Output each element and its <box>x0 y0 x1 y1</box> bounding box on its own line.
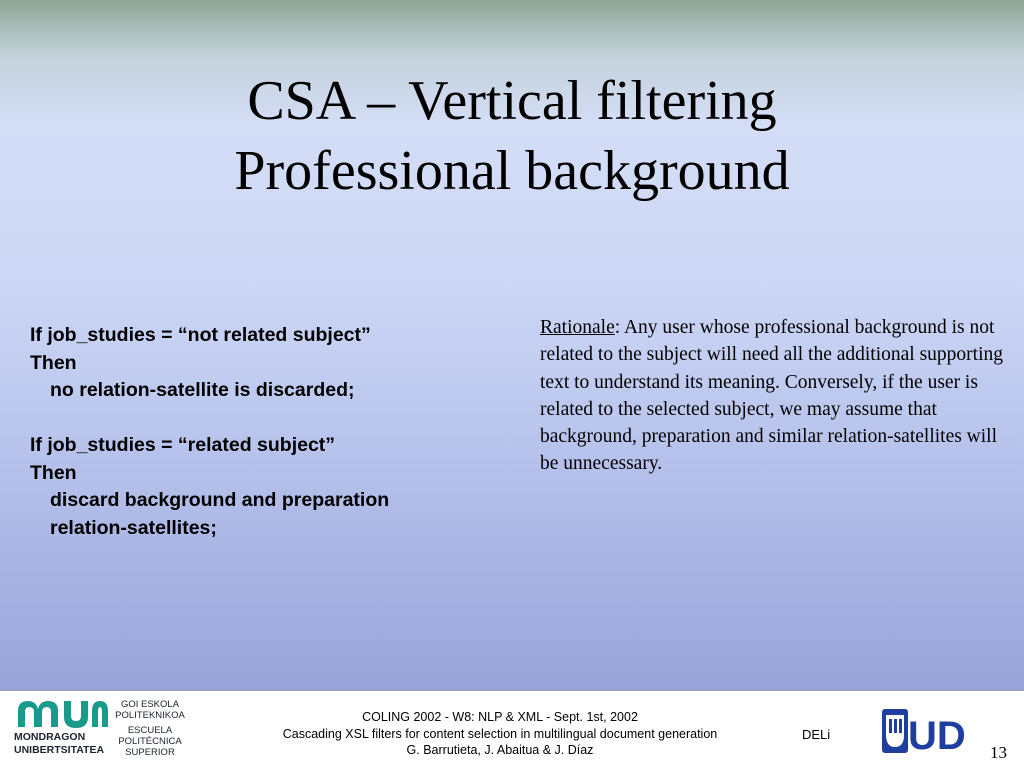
rule-spacer <box>30 405 500 433</box>
rationale-text: : Any user whose professional background is not related to the subject will need all the additional supporting text to understand its meaning. Conversely, if the user is related to the selected subject, we may assume that background, preparation and similar relation-satellites will be unnecessary. <box>540 317 1004 475</box>
eskola-line-1: GOI ESKOLA <box>120 699 180 710</box>
filter-rule-block <box>30 322 500 542</box>
page-number: 13 <box>990 743 1007 762</box>
conference-line-1: COLING 2002 - W8: NLP & XML - Sept. 1st, 2002 <box>362 710 638 724</box>
rule-then-2: Then <box>30 461 77 484</box>
deusto-logo-icon <box>880 705 966 758</box>
rationale-paragraph <box>540 314 1010 478</box>
conference-info <box>220 709 780 759</box>
conference-line-3: G. Barrutieta, J. Abaitua & J. Díaz <box>406 743 594 757</box>
eskola-line-5: SUPERIOR <box>125 747 175 758</box>
rationale-label: Rationale <box>540 317 615 338</box>
deli-label: DELi <box>802 727 831 742</box>
eskola-line-4: POLITÉCNICA <box>118 736 182 747</box>
eskola-line-2: POLITEKNIKOA <box>115 710 185 721</box>
conference-line-2: Cascading XSL filters for content selection in multilingual document generation <box>282 726 718 741</box>
rule-action-1: no relation-satellite is discarded; <box>50 379 355 401</box>
title-line-1: CSA – Vertical filtering <box>247 70 777 132</box>
rule-condition-1: If job_studies = “not related subject” <box>30 324 371 346</box>
slide-title <box>0 66 1024 206</box>
title-line-2: Professional background <box>234 140 790 202</box>
eskola-name <box>112 699 188 758</box>
rule-action-2a: discard background and preparation <box>50 489 390 511</box>
mondragon-line-1: MONDRAGON <box>14 731 86 743</box>
eskola-line-3: ESCUELA <box>127 725 173 736</box>
rule-then-1: Then <box>30 351 77 374</box>
rule-condition-2: If job_studies = “related subject” <box>30 434 336 456</box>
slide-footer <box>0 690 1024 769</box>
mondragon-line-2: UNIBERTSITATEA <box>14 744 105 756</box>
rule-action-2b: relation-satellites; <box>50 516 217 539</box>
ud-logo-text: UD <box>908 714 966 758</box>
mondragon-name <box>14 731 114 757</box>
